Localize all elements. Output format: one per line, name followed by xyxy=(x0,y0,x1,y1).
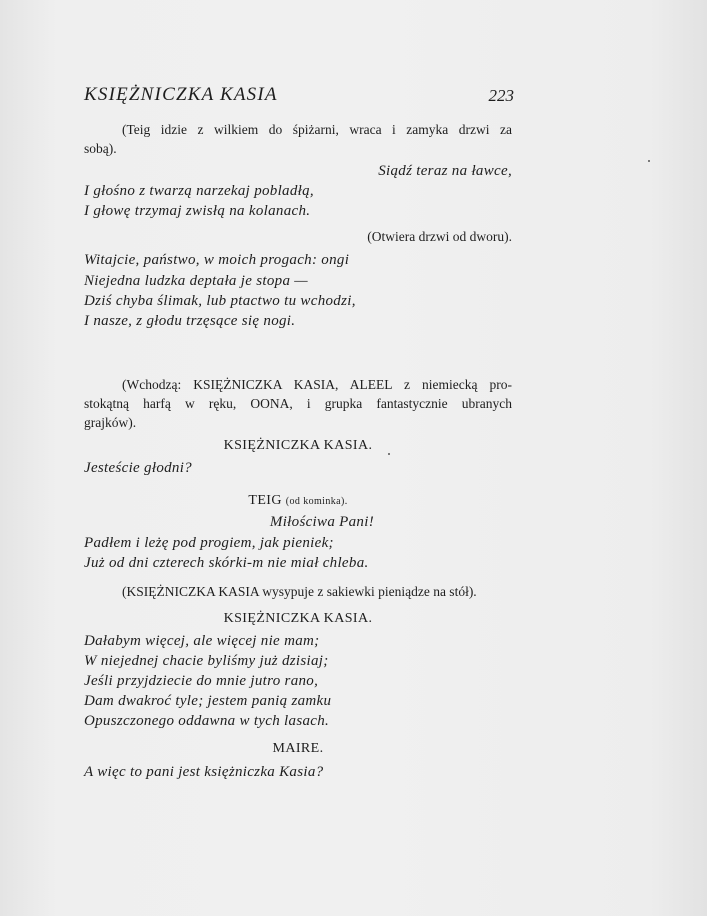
verse-line: Padłem i leżę pod progiem, jak pieniek; xyxy=(84,535,334,551)
speaker-name: KSIĘŻNICZKA KASIA. xyxy=(223,438,373,453)
paper-speck xyxy=(648,160,650,162)
speaker-name: KSIĘŻNICZKA KASIA. xyxy=(223,611,373,626)
stage-direction-line: (Teig idzie z wilkiem do śpiżarni, wraca i zamyka drzwi za xyxy=(122,122,512,137)
verse-line: Witajcie, państwo, w moich progach: ongi xyxy=(84,252,350,268)
verse-line: I głośno z twarzą narzekaj pobladłą, xyxy=(84,183,314,199)
stage-direction-line: (Wchodzą: KSIĘŻNICZKA KASIA, ALEEL z niemiecką pro- xyxy=(122,377,512,392)
speaker-name xyxy=(84,491,512,511)
verse-line: W niejednej chacie byliśmy już dzisiaj; xyxy=(84,653,329,669)
stage-direction-line: stokątną harfą w ręku, OONA, i grupka fantastycznie ubranych xyxy=(84,396,512,411)
stage-direction-line: sobą). xyxy=(84,141,117,156)
verse-line: Już od dni czterech skórki-m nie miał chleba. xyxy=(84,555,369,571)
page-number: 223 xyxy=(488,86,514,105)
verse-line: Jesteście głodni? xyxy=(84,460,192,476)
verse-line: A więc to pani jest księżniczka Kasia? xyxy=(84,764,324,780)
stage-direction-line: grajków). xyxy=(84,415,137,430)
speaker-name-text: TEIG xyxy=(248,493,282,508)
stage-direction: (Otwiera drzwi od dworu). xyxy=(367,229,512,244)
running-title: KSIĘŻNICZKA KASIA xyxy=(84,84,278,105)
verse-line: Jeśli przyjdziecie do mnie jutro rano, xyxy=(84,673,319,689)
speaker-note: (od kominka). xyxy=(285,496,348,507)
paper-speck xyxy=(388,453,390,455)
verse-line: Opuszczonego oddawna w tych lasach. xyxy=(84,713,330,729)
verse-line: Miłościwa Pani! xyxy=(269,514,374,530)
speaker-name: MAIRE. xyxy=(272,741,324,756)
verse-line: I nasze, z głodu trzęsące się nogi. xyxy=(84,313,296,329)
stage-direction: (KSIĘŻNICZKA KASIA wysypuje z sakiewki pieniądze na stół). xyxy=(122,584,477,599)
verse-line: Dziś chyba ślimak, lub ptactwo tu wchodzi, xyxy=(84,293,356,309)
verse-line: I głowę trzymaj zwisłą na kolanach. xyxy=(84,203,311,219)
verse-line: Siądź teraz na ławce, xyxy=(378,163,512,179)
verse-line: Dam dwakroć tyle; jestem panią zamku xyxy=(84,693,332,709)
verse-line: Niejedna ludzka deptała je stopa — xyxy=(84,273,308,289)
verse-line: Dałabym więcej, ale więcej nie mam; xyxy=(84,633,320,649)
